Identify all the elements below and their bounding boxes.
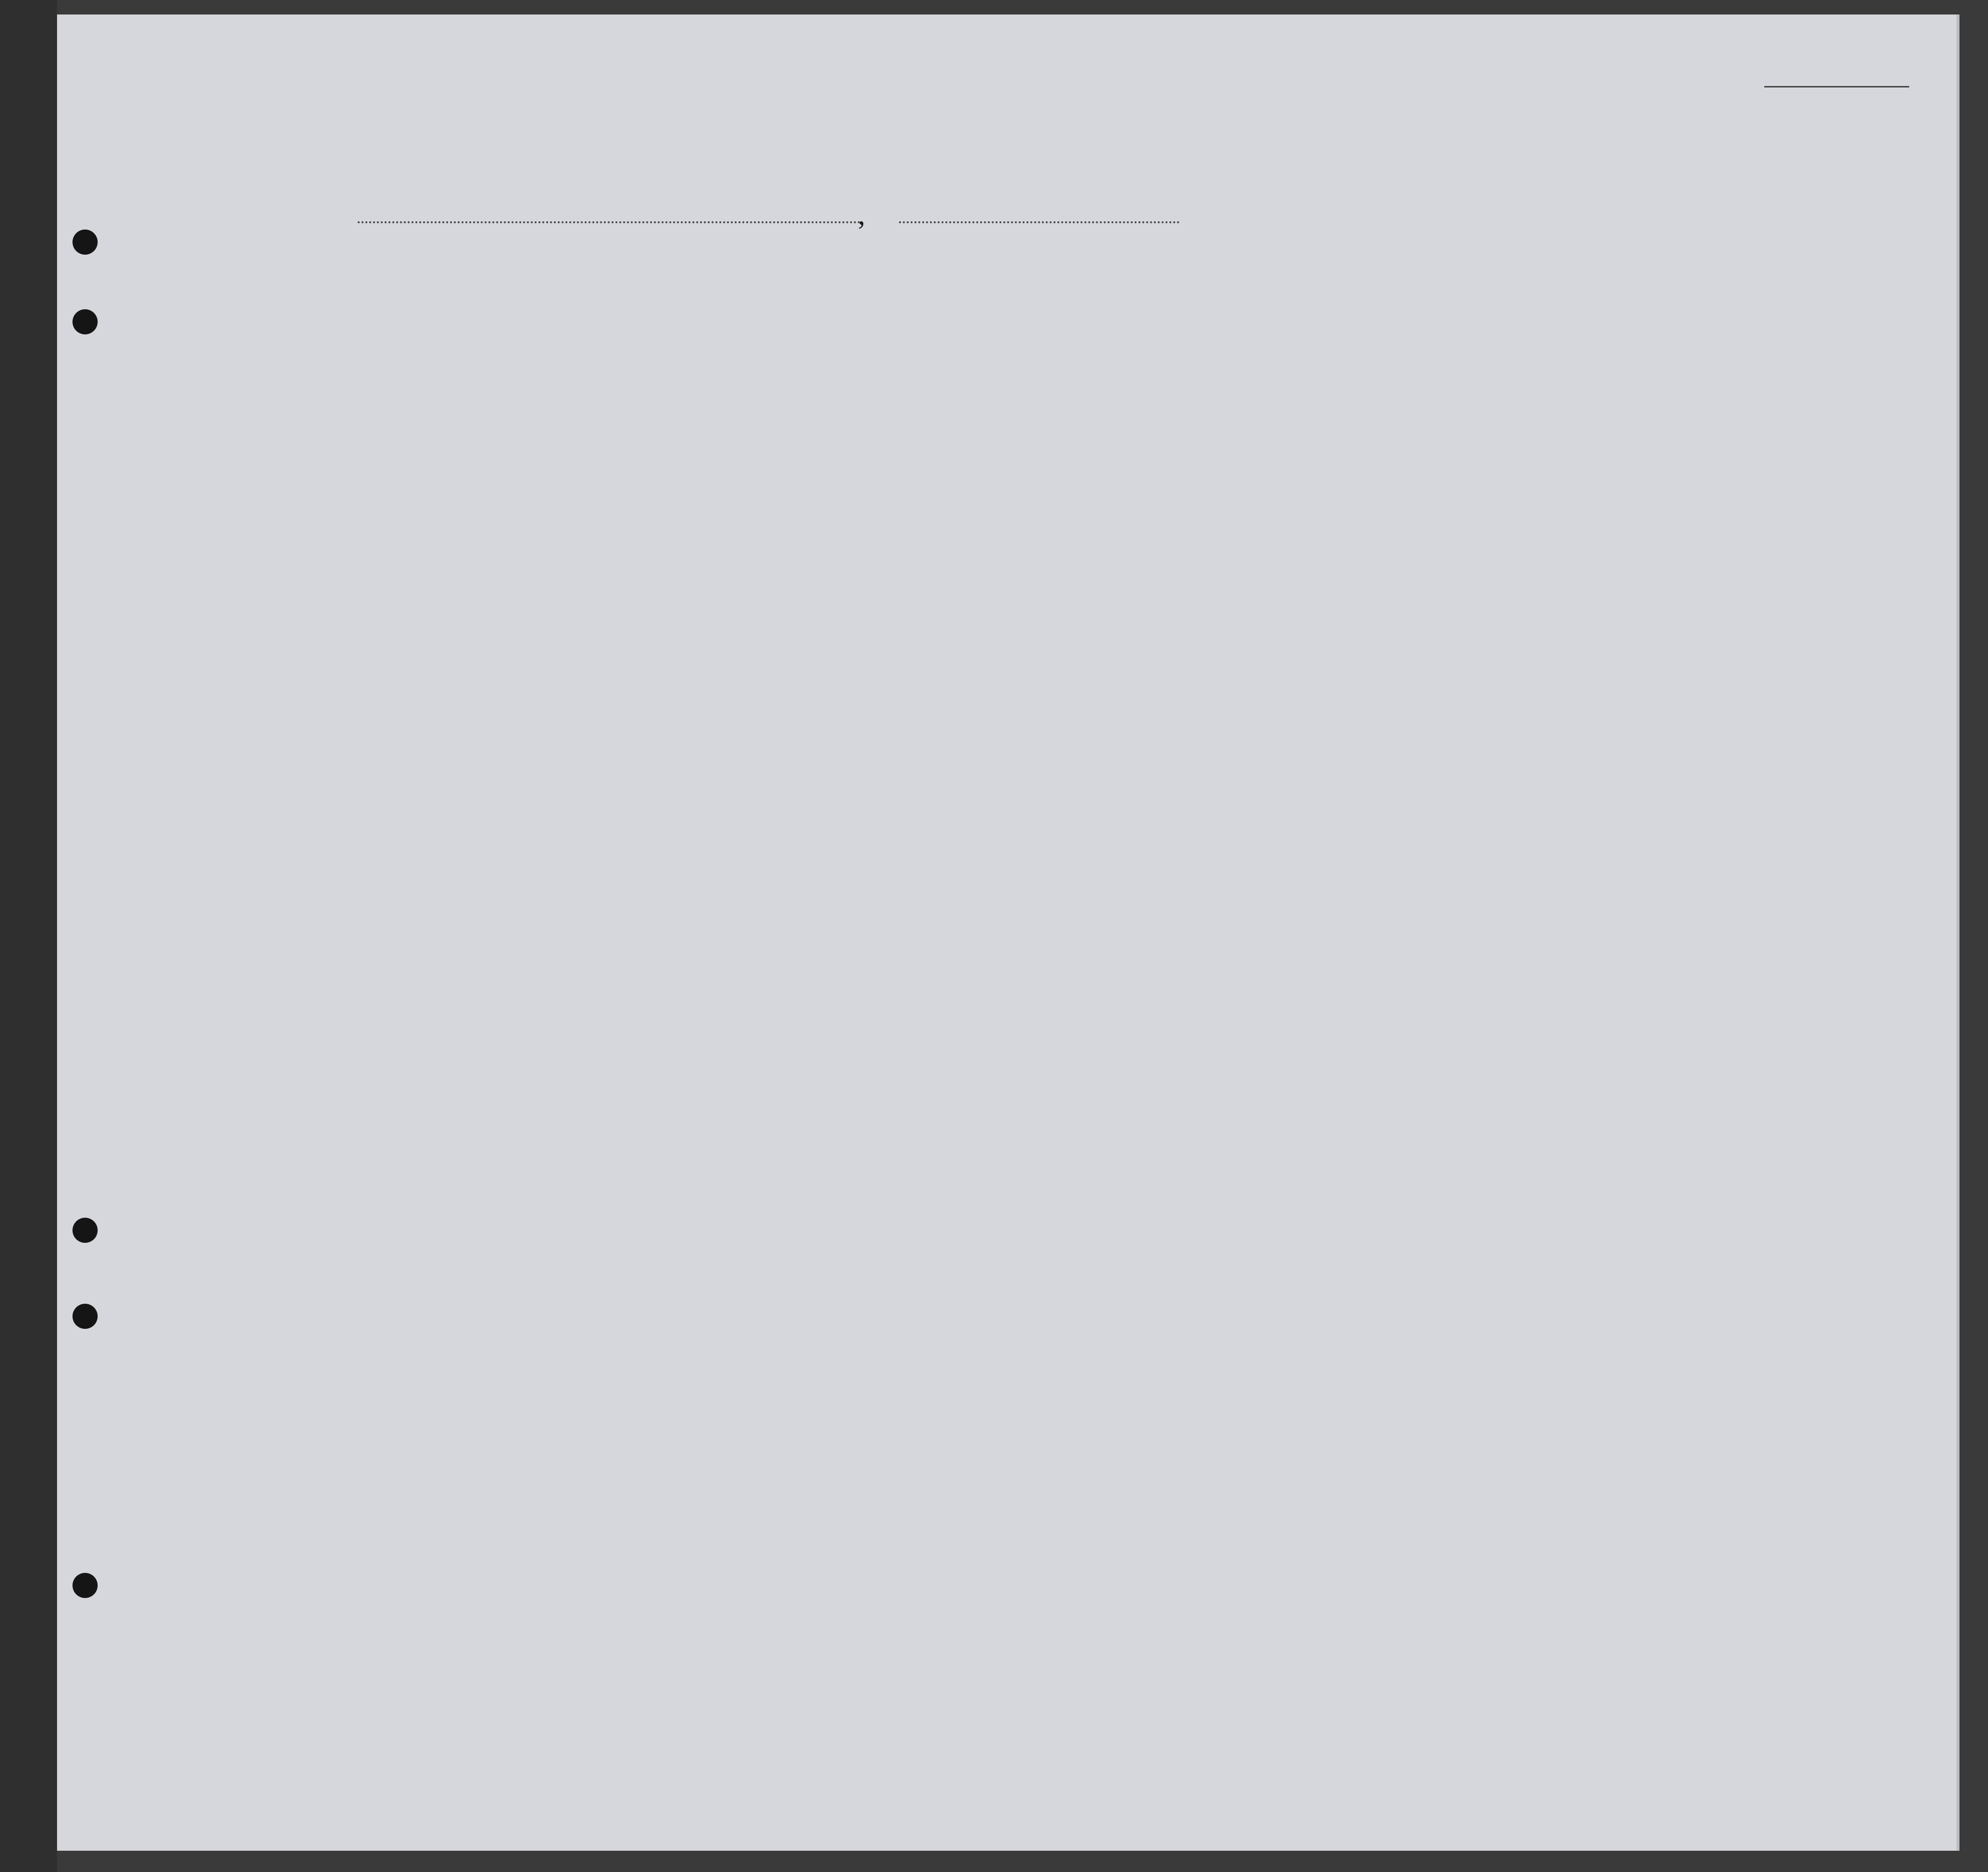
comma: ,: [858, 199, 865, 230]
date-line: [899, 221, 1179, 223]
list-line: [1764, 86, 1909, 87]
port-line: [358, 221, 860, 223]
manifest-table: [85, 246, 1912, 1653]
scan-background: [0, 0, 57, 1872]
